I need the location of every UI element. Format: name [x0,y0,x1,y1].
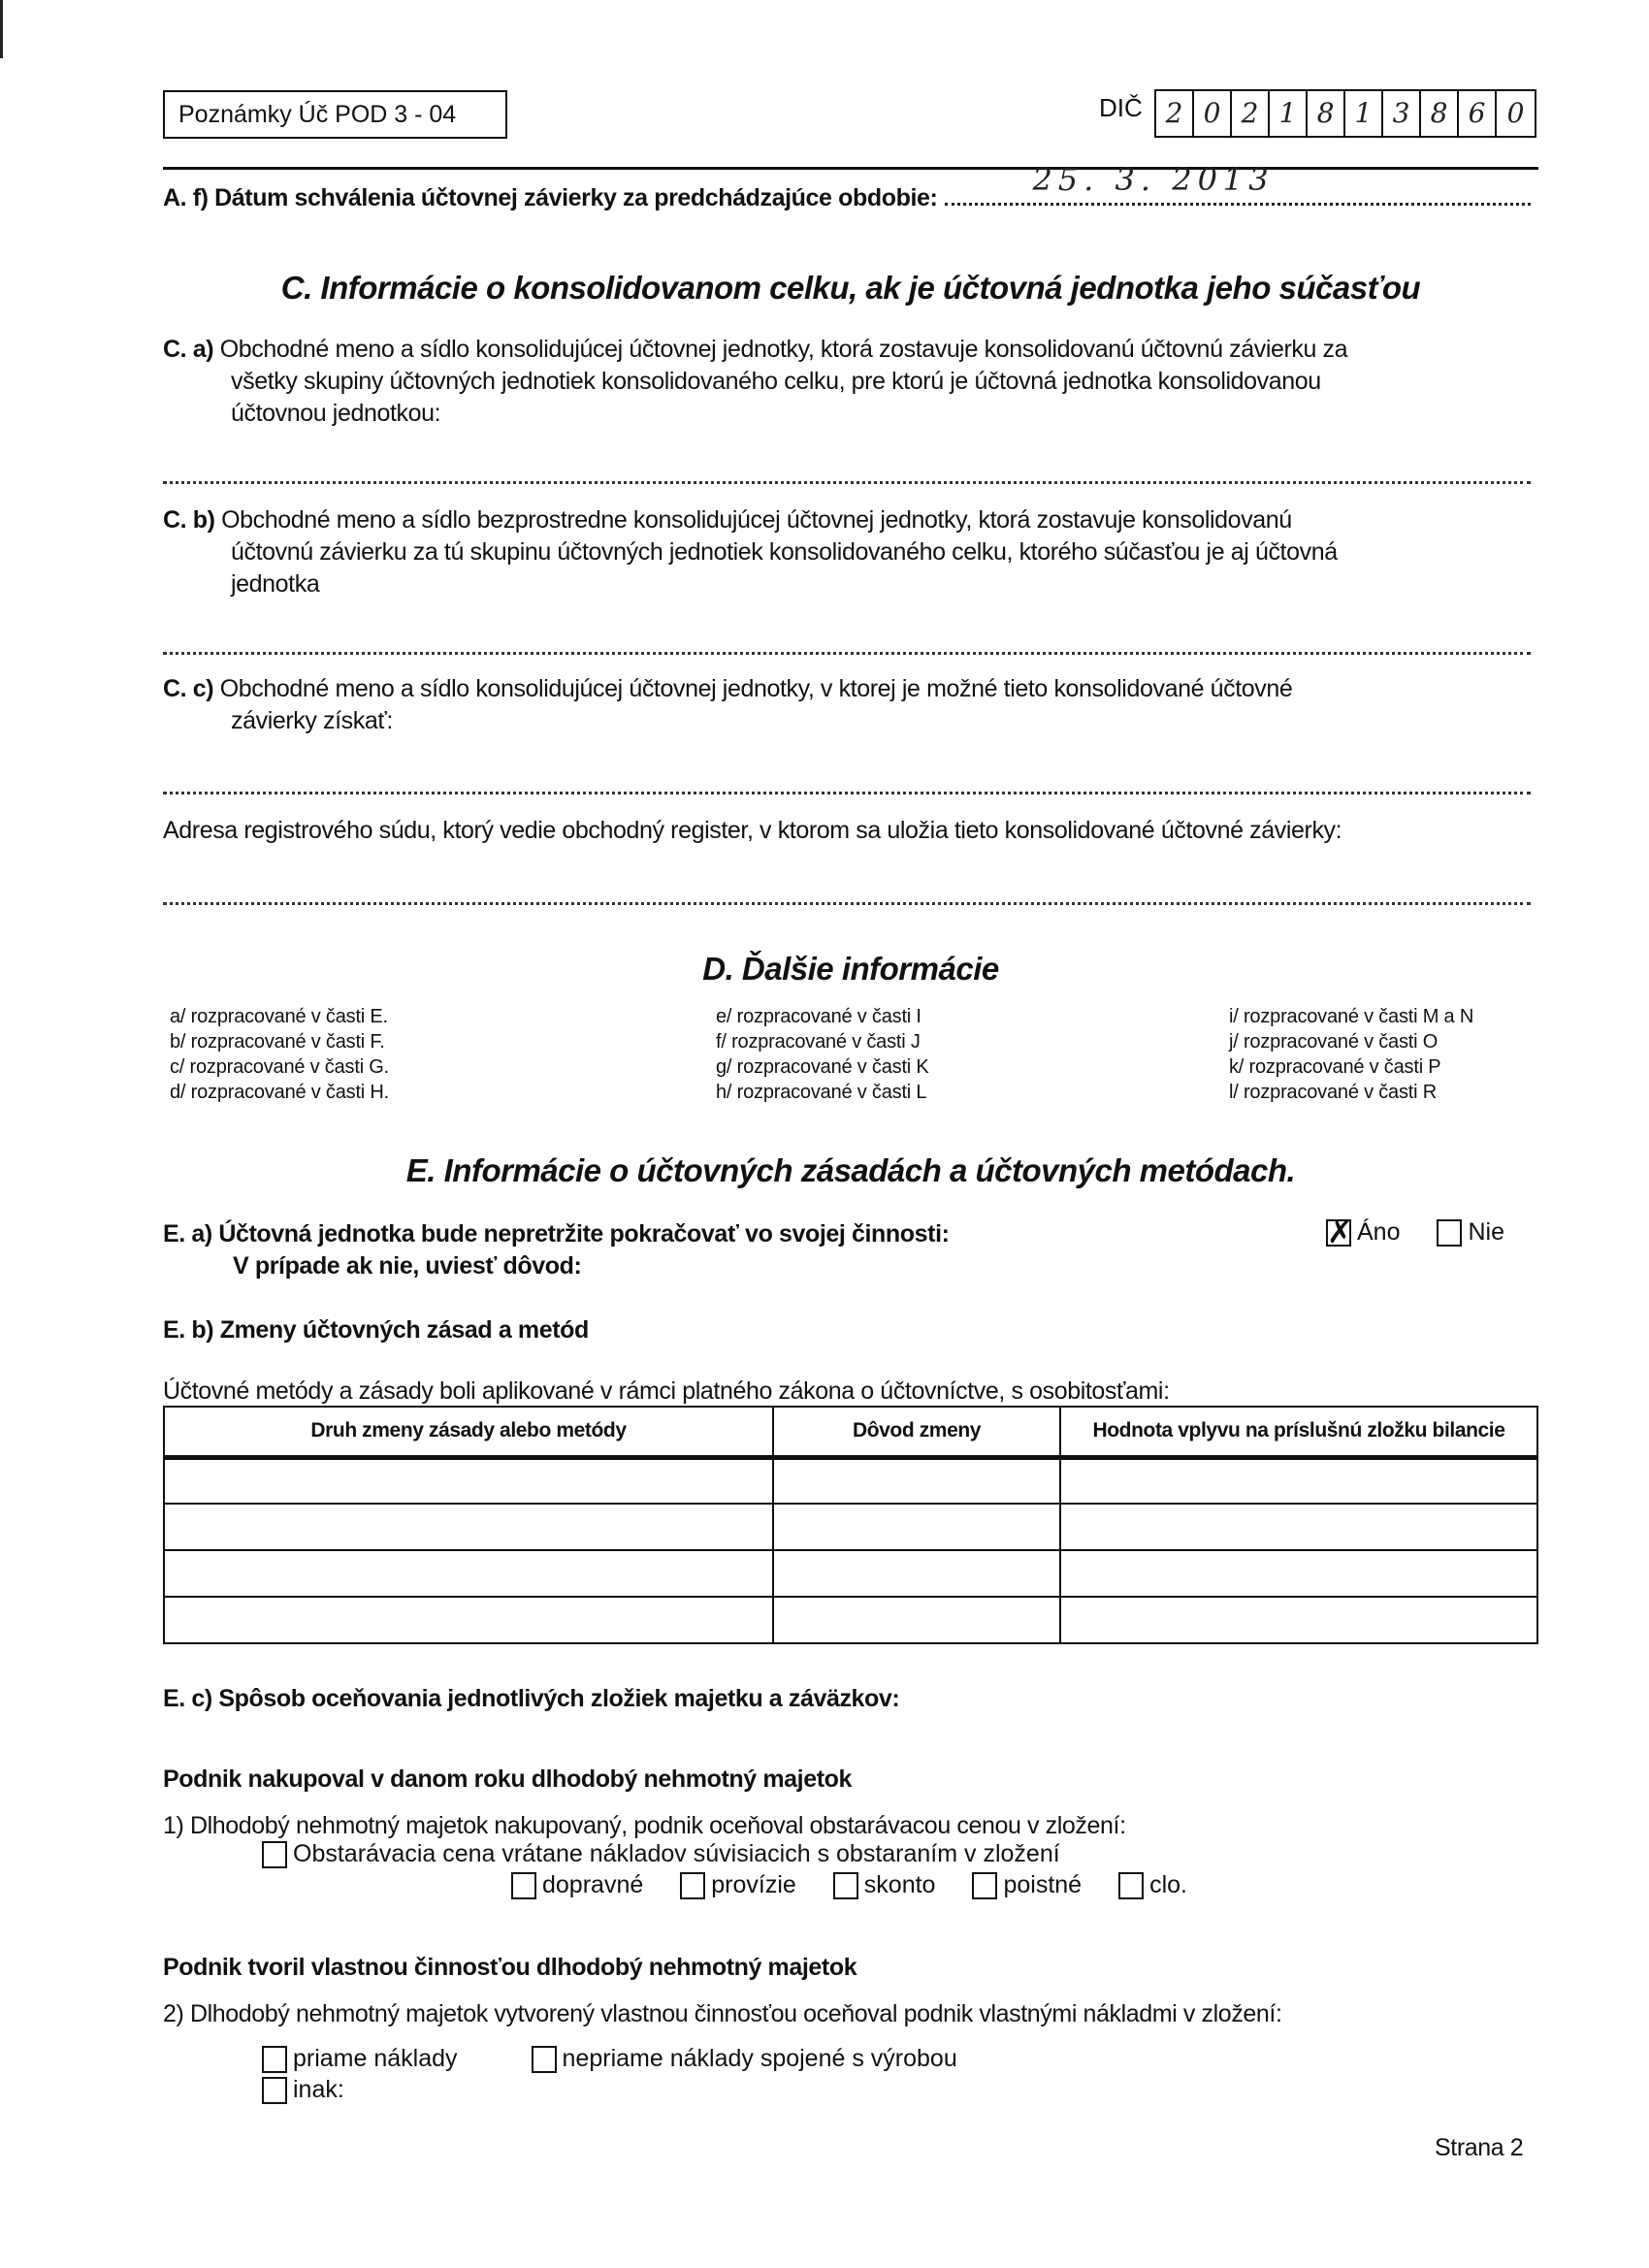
d-item: a/ rozpracované v časti E. [170,1006,388,1027]
table-cell[interactable] [1060,1550,1537,1597]
table-cell[interactable] [164,1457,773,1504]
col-header-impact: Hodnota vplyvu na príslušnú zložku bilancie [1060,1407,1537,1457]
option-direct-costs[interactable] [262,2045,458,2073]
approval-date-field[interactable] [945,161,1531,206]
c-b-text-line1: Obchodné meno a sídlo bezprostredne konsolidujúcej účtovnej jednotky, ktorá zostavuje konsolidovanú [221,506,1292,534]
section-d-col2 [716,1004,929,1105]
table-cell[interactable] [773,1457,1060,1504]
self-created-options-row1 [262,2045,957,2073]
form-id-box: Poznámky Úč POD 3 - 04 [163,90,507,139]
table-row [164,1597,1537,1643]
c-b-text-line3: jednotka [231,570,320,598]
option-skonto-label: skonto [863,1871,936,1898]
e-b-title: E. b) Zmeny účtovných zásad a metód [163,1316,589,1344]
table-cell[interactable] [773,1550,1060,1597]
c-c-text-line1: Obchodné meno a sídlo konsolidujúcej účtovnej jednotky, v ktorej je možné tieto konsolidované účtovné [219,675,1293,702]
dic-digit[interactable]: 1 [1345,91,1383,136]
c-c-label: C. c) [163,675,214,702]
e-a-line1: E. a) Účtovná jednotka bude nepretržite pokračovať vo svojej činnosti: [163,1220,950,1247]
d-item: g/ rozpracované v časti K [716,1056,929,1078]
d-item: l/ rozpracované v časti R [1229,1082,1437,1103]
option-ano-label: Áno [1357,1218,1401,1246]
dic-digit[interactable]: 2 [1232,91,1270,136]
option-acquisition-cost[interactable] [262,1840,1060,1868]
dic-digit[interactable]: 8 [1421,91,1459,136]
table-cell[interactable] [164,1550,773,1597]
section-c-b [163,504,1538,600]
c-a-text-line2: všetky skupiny účtovných jednotiek konsolidovaného celku, pre ktorú je účtovná jednotka konsolidovanou [231,368,1321,395]
d-item: b/ rozpracované v časti F. [170,1031,385,1053]
option-dopravne[interactable] [511,1871,643,1899]
option-clo[interactable] [1118,1871,1187,1899]
scan-edge-mark [0,0,3,58]
purchased-main-option [262,1840,1060,1873]
checkbox-direct-costs[interactable] [262,2046,287,2073]
option-dopravne-label: dopravné [542,1871,644,1898]
dic-digit[interactable]: 3 [1383,91,1421,136]
checkbox-skonto[interactable] [833,1872,858,1899]
header-divider [163,167,1538,170]
dic-digit[interactable]: 2 [1156,91,1194,136]
table-cell[interactable] [1060,1597,1537,1643]
option-ano[interactable] [1326,1218,1400,1247]
table-row [164,1457,1537,1504]
option-other[interactable] [262,2076,344,2104]
purchased-sub-options [511,1871,1187,1899]
option-indirect-costs[interactable] [532,2045,957,2073]
registry-court-text: Adresa registrového súdu, ktorý vedie obchodný register, v ktorom sa uložia tieto konsolidované účtovné závierky: [163,817,1342,844]
d-item: d/ rozpracované v časti H. [170,1082,390,1103]
page-number: Strana 2 [1435,2134,1524,2161]
option-nie-label: Nie [1468,1218,1504,1246]
c-b-answer-field[interactable] [163,652,1531,655]
c-a-label: C. a) [163,336,214,363]
option-skonto[interactable] [833,1871,936,1899]
checkbox-other[interactable] [262,2077,287,2104]
section-d-title: D. Ďalšie informácie [702,951,999,987]
d-item: f/ rozpracované v časti J [716,1031,921,1053]
e-c-title: E. c) Spôsob oceňovania jednotlivých zložiek majetku a záväzkov: [163,1685,900,1712]
checkbox-poistne[interactable] [972,1872,997,1899]
approval-date-value: 25. 3. 2013 [1032,161,1275,198]
table-row [164,1550,1537,1597]
c-a-answer-field[interactable] [163,481,1531,484]
checkbox-provizie[interactable] [680,1872,705,1899]
c-c-text-line2: závierky získať: [231,707,393,734]
e-b-intro: Účtovné metódy a zásady boli aplikované v rámci platného zákona o účtovníctve, s osobitosťami: [163,1377,1170,1405]
c-a-text-line1: Obchodné meno a sídlo konsolidujúcej účtovnej jednotky, ktorá zostavuje konsolidovanú účtovnú závierku za [219,336,1348,363]
e-a-question [163,1218,1278,1282]
option-poistne[interactable] [972,1871,1082,1899]
table-cell[interactable] [164,1504,773,1550]
purchased-question: 1) Dlhodobý nehmotný majetok nakupovaný, podnik oceňoval obstarávacou cenou v zložení: [163,1812,1126,1839]
dic-digit[interactable]: 8 [1308,91,1345,136]
dic-digit[interactable]: 1 [1270,91,1308,136]
table-cell[interactable] [164,1597,773,1643]
dic-input-boxes [1154,89,1536,138]
section-e-title: E. Informácie o účtovných zásadách a účtovných metódach. [405,1152,1296,1188]
checkbox-acquisition-cost[interactable] [262,1841,287,1868]
checkbox-dopravne[interactable] [511,1872,536,1899]
section-c-a [163,334,1538,430]
approval-date-label: A. f) Dátum schválenia účtovnej závierky za predchádzajúce obdobie: [163,184,938,211]
option-clo-label: clo. [1149,1871,1187,1898]
table-cell[interactable] [1060,1457,1537,1504]
option-provizie[interactable] [680,1871,796,1899]
d-item: h/ rozpracované v časti L [716,1082,927,1103]
table-cell[interactable] [1060,1504,1537,1550]
self-created-heading: Podnik tvoril vlastnou činnosťou dlhodobý nehmotný majetok [163,1954,857,1981]
checkbox-clo[interactable] [1118,1872,1144,1899]
self-created-question: 2) Dlhodobý nehmotný majetok vytvorený vlastnou činnosťou oceňoval podnik vlastnými nákladmi v zložení: [163,2000,1282,2027]
c-c-answer-field[interactable] [163,792,1531,794]
dic-digit[interactable]: 0 [1506,97,1525,129]
dic-digit[interactable]: 0 [1194,91,1232,136]
d-item: e/ rozpracované v časti I [716,1006,922,1027]
c-b-label: C. b) [163,506,215,534]
table-cell[interactable] [773,1504,1060,1550]
approval-date-row [163,161,1531,212]
checkbox-ano[interactable] [1326,1219,1351,1247]
dic-label: DIČ [1099,93,1143,122]
section-c-title: C. Informácie o konsolidovanom celku, ak je účtovná jednotka jeho súčasťou [280,270,1421,306]
table-row [164,1504,1537,1550]
d-item: k/ rozpracované v časti P [1229,1056,1441,1078]
changes-table [163,1406,1538,1644]
col-header-type: Druh zmeny zásady alebo metódy [164,1407,773,1457]
c-b-text-line2: účtovnú závierku za tú skupinu účtovných jednotiek konsolidovaného celku, ktorého súčasťou je aj účtovná [231,538,1338,566]
option-provizie-label: provízie [711,1871,796,1898]
option-nie[interactable] [1437,1218,1504,1247]
table-cell[interactable] [773,1597,1060,1643]
checkbox-indirect-costs[interactable] [532,2046,557,2073]
purchased-heading: Podnik nakupoval v danom roku dlhodobý nehmotný majetok [163,1766,853,1793]
section-c-c [163,673,1538,737]
dic-digit[interactable]: 6 [1459,91,1497,136]
c-a-text-line3: účtovnou jednotkou: [231,400,441,427]
checkbox-nie[interactable] [1437,1219,1462,1247]
d-item: i/ rozpracované v časti M a N [1229,1006,1474,1027]
option-other-label: inak: [293,2076,344,2103]
section-d-col1 [170,1004,389,1105]
self-created-options-row2 [262,2076,344,2109]
d-item: c/ rozpracované v časti G. [170,1056,390,1078]
option-acquisition-cost-label: Obstarávacia cena vrátane nákladov súvisiacich s obstaraním v zložení [293,1840,1060,1867]
section-d-col3 [1229,1004,1473,1105]
e-a-options [1326,1218,1504,1247]
option-poistne-label: poistné [1003,1871,1083,1898]
option-direct-costs-label: priame náklady [293,2045,458,2072]
registry-court-answer-field[interactable] [163,902,1531,905]
col-header-reason: Dôvod zmeny [773,1407,1060,1457]
table-header-row [164,1407,1537,1457]
option-indirect-costs-label: nepriame náklady spojené s výrobou [562,2045,957,2072]
d-item: j/ rozpracované v časti O [1229,1031,1439,1053]
e-a-line2: V prípade ak nie, uviesť dôvod: [233,1252,582,1280]
